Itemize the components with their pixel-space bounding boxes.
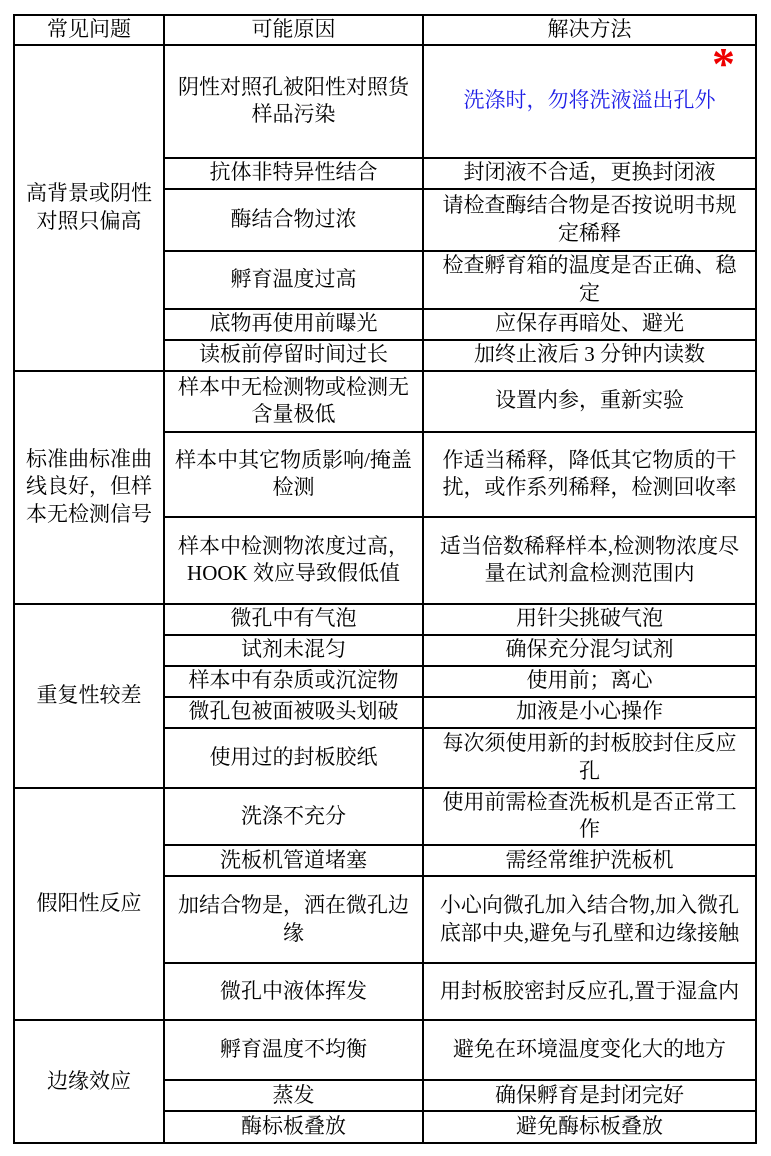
- solution-cell: 避免在环境温度变化大的地方: [423, 1020, 756, 1080]
- problem-cell: 重复性较差: [14, 604, 164, 788]
- solution-cell: 封闭液不合适，更换封闭液: [423, 158, 756, 189]
- cause-cell: 阴性对照孔被阳性对照货样品污染: [164, 45, 423, 158]
- cause-cell: 读板前停留时间过长: [164, 340, 423, 371]
- solution-cell: 请检查酶结合物是否按说明书规定稀释: [423, 189, 756, 251]
- problem-cell: 假阳性反应: [14, 788, 164, 1020]
- cause-cell: 孵育温度不均衡: [164, 1020, 423, 1080]
- cause-cell: 样本中有杂质或沉淀物: [164, 666, 423, 697]
- solution-cell: 适当倍数稀释样本,检测物浓度尽量在试剂盒检测范围内: [423, 517, 756, 604]
- cause-cell: 孵育温度过高: [164, 251, 423, 309]
- problem-cell: 边缘效应: [14, 1020, 164, 1143]
- solution-cell: 确保孵育是封闭完好: [423, 1080, 756, 1111]
- column-header-cause: 可能原因: [164, 15, 423, 45]
- cause-cell: 样本中检测物浓度过高，HOOK 效应导致假低值: [164, 517, 423, 604]
- solution-cell: [423, 37, 756, 158]
- cause-cell: 加结合物是，洒在微孔边缘: [164, 876, 423, 963]
- cause-cell: 酶标板叠放: [164, 1111, 423, 1143]
- solution-cell: 加终止液后 3 分钟内读数: [423, 340, 756, 371]
- cause-cell: 微孔中有气泡: [164, 604, 423, 635]
- cause-cell: 样本中其它物质影响/掩盖检测: [164, 432, 423, 517]
- cause-cell: 微孔包被面被吸头划破: [164, 697, 423, 728]
- header-row: [14, 15, 756, 45]
- cause-cell: 底物再使用前曝光: [164, 309, 423, 340]
- solution-cell: 检查孵育箱的温度是否正确、稳定: [423, 251, 756, 309]
- cause-cell: 样本中无检测物或检测无含量极低: [164, 371, 423, 432]
- solution-cell: 使用前；离心: [423, 666, 756, 697]
- footnote-asterisk-icon: *: [712, 37, 735, 89]
- solution-cell: 设置内参，重新实验: [423, 371, 756, 432]
- table-row: [14, 788, 756, 845]
- table-row: [14, 371, 756, 432]
- solution-cell: 小心向微孔加入结合物,加入微孔底部中央,避免与孔壁和边缘接触: [423, 876, 756, 963]
- cause-cell: 洗涤不充分: [164, 788, 423, 845]
- table-row: [14, 604, 756, 635]
- cause-cell: 酶结合物过浓: [164, 189, 423, 251]
- solution-cell: 需经常维护洗板机: [423, 845, 756, 876]
- troubleshooting-table: [13, 14, 757, 1144]
- solution-cell: 每次须使用新的封板胶封住反应孔: [423, 728, 756, 788]
- column-header-solution: 解决方法: [423, 15, 756, 45]
- solution-cell: 确保充分混匀试剂: [423, 635, 756, 666]
- cause-cell: 微孔中液体挥发: [164, 963, 423, 1020]
- table-row: [14, 1020, 756, 1080]
- column-header-problem: 常见问题: [14, 15, 164, 45]
- cause-cell: 洗板机管道堵塞: [164, 845, 423, 876]
- solution-cell: 用封板胶密封反应孔,置于湿盒内: [423, 963, 756, 1020]
- cause-cell: 抗体非特异性结合: [164, 158, 423, 189]
- problem-cell: 标准曲标准曲线良好，但样本无检测信号: [14, 371, 164, 604]
- solution-cell: 作适当稀释，降低其它物质的干扰，或作系列稀释，检测回收率: [423, 432, 756, 517]
- table-row: [14, 45, 756, 158]
- solution-cell: 加液是小心操作: [423, 697, 756, 728]
- cause-cell: 蒸发: [164, 1080, 423, 1111]
- solution-cell: 应保存再暗处、避光: [423, 309, 756, 340]
- solution-cell: 避免酶标板叠放: [423, 1111, 756, 1143]
- solution-text-highlighted: 洗涤时，勿将洗液溢出孔外: [463, 88, 716, 113]
- problem-cell: 高背景或阴性对照只偏高: [14, 45, 164, 371]
- cause-cell: 使用过的封板胶纸: [164, 728, 423, 788]
- solution-cell: 使用前需检查洗板机是否正常工作: [423, 788, 756, 845]
- cause-cell: 试剂未混匀: [164, 635, 423, 666]
- solution-cell: 用针尖挑破气泡: [423, 604, 756, 635]
